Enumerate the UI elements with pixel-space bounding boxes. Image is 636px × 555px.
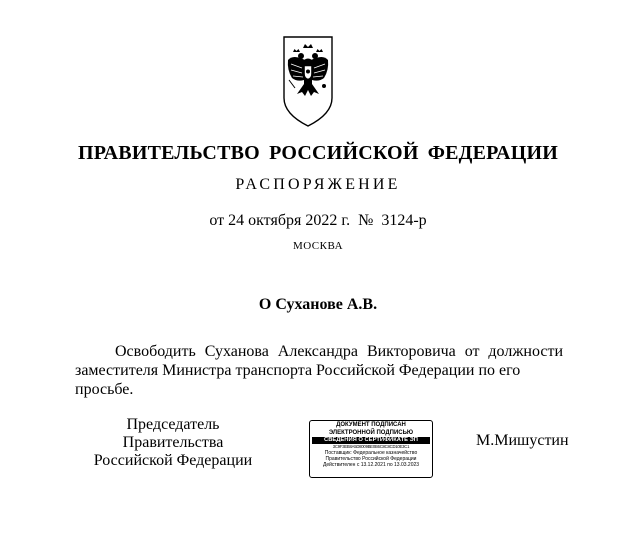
stamp-line-1: ДОКУМЕНТ ПОДПИСАН <box>336 422 406 428</box>
document-subject: О Суханове А.В. <box>258 296 378 313</box>
stamp-line-2: ЭЛЕКТРОННОЙ ПОДПИСЬЮ <box>328 430 414 436</box>
stamp-serial: 3C9F3EB8A5D8009BE0B6C8C8CD10E3C1 <box>332 444 410 449</box>
document-body <box>75 342 563 399</box>
body-line-2: заместителя Министра транспорта Российской Федерации по его просьбе. <box>75 362 521 398</box>
document-city: МОСКВА <box>292 240 344 252</box>
government-title: ПРАВИТЕЛЬСТВО РОССИЙСКОЙ ФЕДЕРАЦИИ <box>78 142 558 164</box>
signer-position-line-1: Председатель Правительства <box>122 416 224 451</box>
stamp-owner: Правительство Российской Федерации <box>325 456 417 462</box>
signer-name: М.Мишустин <box>476 432 569 449</box>
electronic-signature-stamp <box>309 420 433 478</box>
body-line-1: Освободить Суханова Александра Викторовича от должности <box>115 343 563 360</box>
signer-position <box>78 416 268 470</box>
document-type: РАСПОРЯЖЕНИЕ <box>235 176 401 193</box>
signer-position-line-2: Российской Федерации <box>93 452 253 469</box>
document-date-number: от 24 октября 2022 г. № 3124-р <box>209 212 427 229</box>
russian-coat-of-arms-icon <box>283 36 333 128</box>
stamp-validity: Действителен с 13.12.2021 по 13.03.2023 <box>322 462 420 468</box>
stamp-supplier: Поставщик: Федеральное казначейство <box>324 450 418 456</box>
stamp-banner: СВЕДЕНИЯ О СЕРТИФИКАТЕ ЭП <box>312 437 430 444</box>
